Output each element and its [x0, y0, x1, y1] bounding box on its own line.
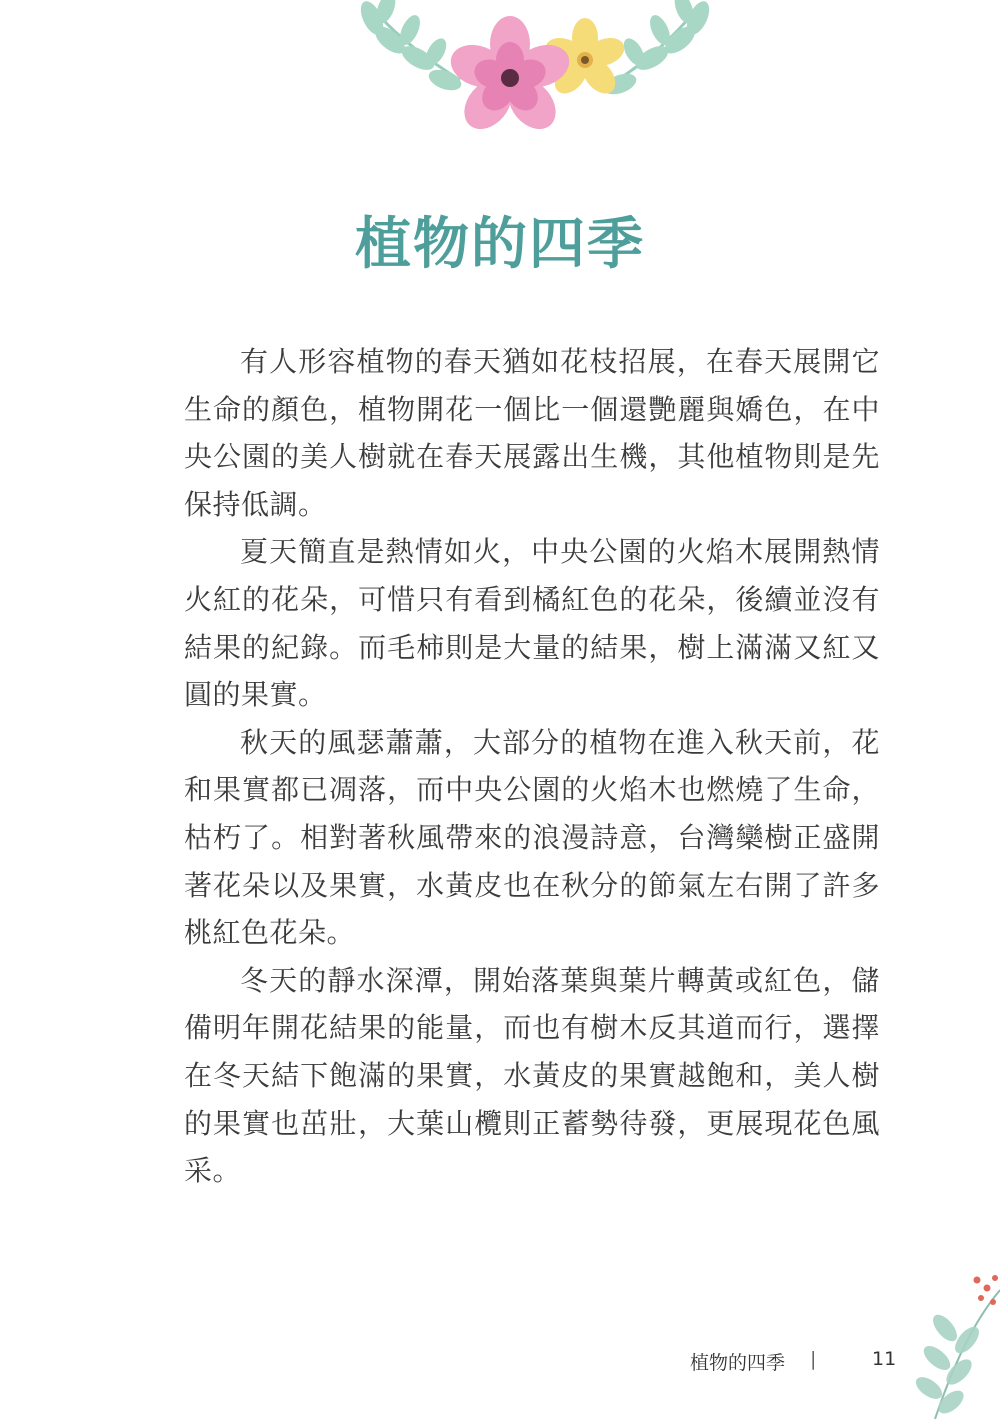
footer-section-title: 植物的四季 [690, 1352, 786, 1374]
page-footer [690, 1348, 910, 1378]
leaf-branch-ornament-icon [915, 1270, 1000, 1419]
page-title: 植物的四季 [355, 212, 645, 277]
flower-wreath-ornament-icon [350, 0, 720, 150]
paragraph-winter: 冬天的靜水深潭，開始落葉與葉片轉黃或紅色，儲備明年開花結果的能量，而也有樹木反其道而行，選擇在冬天結下飽滿的果實，水黃皮的果實越飽和，美人樹的果實也茁壯，大葉山欖則正蓄勢待發，更展現花色風采。 [184, 963, 880, 1188]
paragraph-autumn: 秋天的風瑟蕭蕭，大部分的植物在進入秋天前，花和果實都已凋落，而中央公園的火焰木也燃燒了生命，枯朽了。相對著秋風帶來的浪漫詩意，台灣欒樹正盛開著花朵以及果實，水黃皮也在秋分的節氣左右開了許多桃紅色花朵。 [184, 725, 880, 950]
paragraph-spring: 有人形容植物的春天猶如花枝招展，在春天展開它生命的顏色，植物開花一個比一個還艷麗與嬌色，在中央公園的美人樹就在春天展露出生機，其他植物則是先保持低調。 [184, 345, 880, 521]
body-text [184, 338, 880, 1195]
page-number: 11 [872, 1348, 897, 1370]
paragraph-summer: 夏天簡直是熱情如火，中央公園的火焰木展開熱情火紅的花朵，可惜只有看到橘紅色的花朵，後續並沒有結果的紀錄。而毛柿則是大量的結果，樹上滿滿又紅又圓的果實。 [184, 535, 880, 712]
footer-separator: | [810, 1348, 817, 1370]
